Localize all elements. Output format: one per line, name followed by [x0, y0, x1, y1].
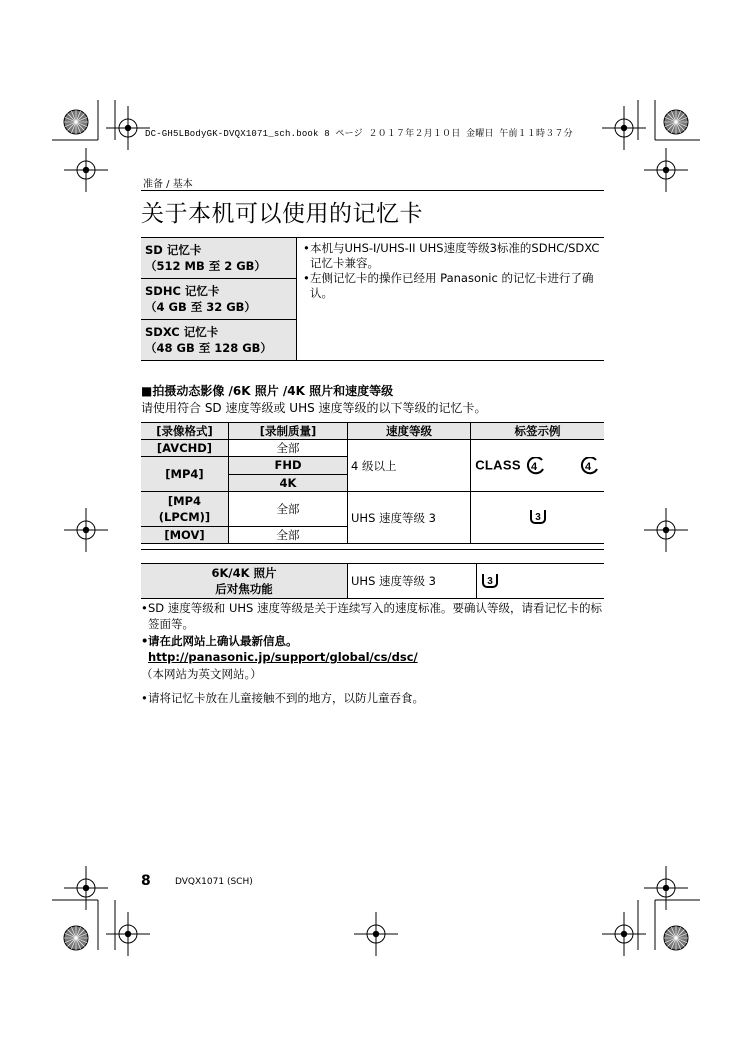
card-sdxc: SDXC 记忆卡 （48 GB 至 128 GB）: [141, 320, 297, 361]
quality-all: 全部: [229, 492, 348, 527]
notes-block: [141, 600, 606, 707]
uhs3-badge-icon: [528, 507, 548, 525]
card-sd: SD 记忆卡 （512 MB 至 2 GB）: [141, 238, 297, 279]
header-divider: [141, 190, 604, 191]
card-notes: [297, 238, 605, 361]
format-avchd: [AVCHD]: [141, 440, 229, 457]
svg-text:3: 3: [534, 512, 541, 523]
speed-uhs3: UHS 速度等级 3: [348, 492, 471, 544]
speed-class-table: [141, 422, 604, 544]
note-check-website: • 请在此网站上确认最新信息。: [141, 634, 298, 648]
section-heading: ■拍摄动态影像 /6K 照片 /4K 照片和速度等级: [141, 384, 394, 398]
card-note-item: • 本机与UHS-I/UHS-II UHS速度等级3标准的SDHC/SDXC 记忆卡兼容。: [303, 241, 600, 270]
quality-all: 全部: [229, 440, 348, 457]
breadcrumb: 准备 / 基本: [143, 179, 193, 190]
uhs3-badge-icon: [480, 571, 500, 589]
class-logo: CLASS: [475, 457, 521, 472]
note-speed-standard: • SD 速度等级和 UHS 速度等级是关于连续写入的速度标准。要确认等级，请看记忆卡的标签面等。: [141, 601, 602, 631]
col-header-quality: [录制质量]: [229, 423, 348, 440]
format-mp4: [MP4]: [141, 457, 229, 492]
format-mp4-lpcm: [MP4 (LPCM)]: [141, 492, 229, 527]
table-divider: [141, 549, 604, 550]
svg-text:3: 3: [487, 575, 493, 587]
page-number: 8: [141, 873, 151, 889]
url-note: （本网站为英文网站。）: [141, 667, 262, 681]
card-sdhc: SDHC 记忆卡 （4 GB 至 32 GB）: [141, 279, 297, 320]
document-code: DVQX1071 (SCH): [175, 877, 253, 887]
speed-class4: 4 级以上: [348, 440, 471, 492]
book-header-line: DC-GH5LBodyGK-DVQX1071_sch.book 8 ページ ２０１７年２月１０日 金曜日 午前１１時３７分: [145, 129, 573, 139]
photo-label-uhs3: [477, 564, 605, 599]
col-header-speed: 速度等级: [348, 423, 471, 440]
card-table: [141, 237, 604, 361]
col-header-format: [录像格式]: [141, 423, 229, 440]
svg-text:4: 4: [531, 460, 538, 473]
quality-all: 全部: [229, 527, 348, 544]
svg-text:4: 4: [584, 460, 591, 473]
photo-speed-table: [141, 563, 604, 599]
section-description: 请使用符合 SD 速度等级或 UHS 速度等级的以下等级的记忆卡。: [141, 401, 487, 415]
quality-4k: 4K: [229, 474, 348, 492]
format-mov: [MOV]: [141, 527, 229, 544]
col-header-label: 标签示例: [471, 423, 605, 440]
photo-mode-label: 6K/4K 照片 后对焦功能: [141, 564, 348, 599]
class4-badge-icon: [524, 457, 546, 475]
quality-fhd: FHD: [229, 457, 348, 475]
class4-badge-icon: [578, 457, 600, 475]
label-uhs3: [471, 492, 605, 544]
support-url-link[interactable]: http://panasonic.jp/support/global/cs/dsc/: [148, 650, 418, 664]
photo-speed-class: UHS 速度等级 3: [348, 564, 477, 599]
label-class4: [471, 440, 605, 492]
note-child-safety: • 请将记忆卡放在儿童接触不到的地方，以防儿童吞食。: [141, 691, 424, 705]
page-title: 关于本机可以使用的记忆卡: [141, 201, 423, 227]
card-note-item: • 左侧记忆卡的操作已经用 Panasonic 的记忆卡进行了确认。: [303, 271, 594, 300]
